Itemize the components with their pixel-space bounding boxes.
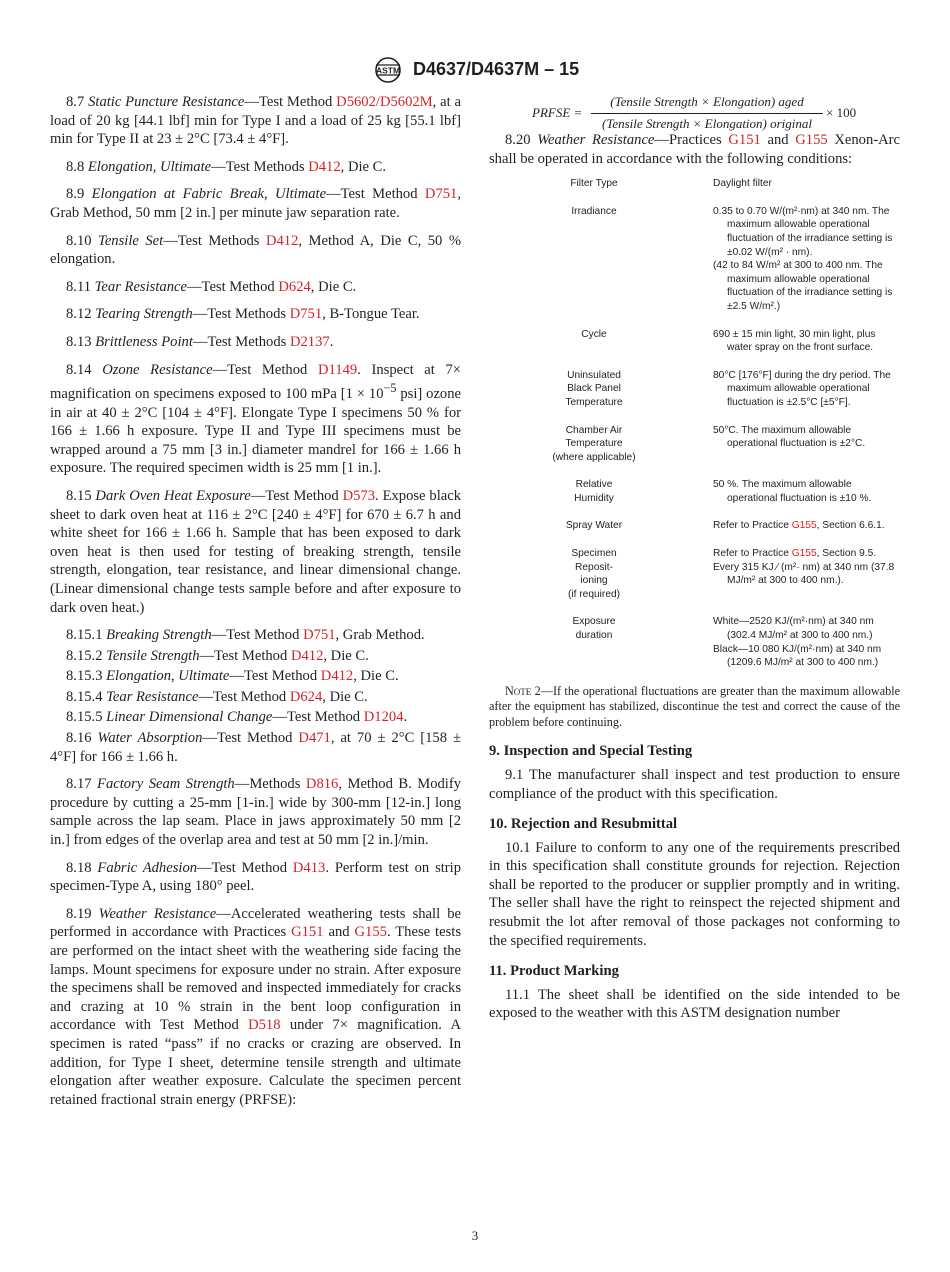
left-column: [50, 93, 461, 1118]
condition-line: 690 ± 15 min light, 30 min light, plus water spray on the front surface.: [713, 328, 876, 354]
superscript: −5: [383, 381, 397, 396]
condition-value: [699, 177, 900, 205]
conditions-row: [489, 519, 900, 547]
italic-term: Elongation at Fabric Break, Ultimate: [91, 186, 327, 203]
note-label: Note 2: [505, 683, 541, 698]
section-heading: 10. Rejection and Resubmittal: [489, 816, 678, 833]
formula-lhs: PRFSE =: [532, 105, 583, 120]
italic-term: Tearing Strength: [95, 306, 193, 323]
condition-name: Exposure duration: [572, 616, 616, 642]
condition-line: Every 315 KJ ⁄ (m²· nm) at 340 nm (37.8 MJ/m² at 300 to 400 nm.).: [713, 561, 895, 587]
standard-reference-link[interactable]: D624: [278, 278, 311, 295]
condition-name: Filter Type: [570, 178, 618, 190]
designation-title: D4637/D4637M – 15: [413, 59, 580, 79]
italic-term: Elongation, Ultimate: [106, 668, 230, 685]
section-heading: 9. Inspection and Special Testing: [489, 743, 693, 760]
conditions-row: [489, 547, 900, 615]
condition-line: 50°C. The maximum allowable operational fluctuation is ±2°C.: [713, 424, 866, 450]
sections: [489, 742, 900, 1023]
condition-name: Spray Water: [565, 520, 623, 532]
italic-term: Fabric Adhesion: [97, 859, 198, 876]
condition-line: (42 to 84 W/m² at 300 to 400 nm. The maximum allowable operational fluctuation of the irradiance setting is ±2.5 W/m².): [713, 260, 893, 312]
note-2: [489, 684, 900, 731]
page-header: [0, 57, 950, 83]
conditions-row: [489, 478, 900, 519]
formula-multiplier: × 100: [826, 105, 857, 120]
paragraph-8-9: 8.9 Elongation at Fabric Break, Ultimate—Test Method D751, Grab Method, 50 mm [2 in.] per minute jaw separation rate.: [50, 186, 461, 221]
paragraph-8-17: 8.17 Factory Seam Strength—Methods D816, Method B. Modify procedure by cutting a 25-mm [1-in.] wide by 300-mm [12-in.] long sample across the lap seam. Place in jaws approximately 50 mm [2 in.] from edges of the overlap area and test at 50 mm [2 in.]/min.: [50, 776, 462, 849]
standard-reference-link[interactable]: D1204: [363, 709, 404, 726]
condition-name: Cycle: [581, 328, 607, 340]
standard-reference-link[interactable]: D751: [303, 627, 336, 644]
condition-line: Black—10 080 KJ/(m²·nm) at 340 nm (1209.6 MJ/m² at 300 to 400 nm.): [713, 643, 882, 669]
standard-reference-link[interactable]: D624: [289, 688, 323, 705]
condition-line: Refer to Practice G155, Section 9.5.: [713, 548, 877, 560]
standard-reference-link[interactable]: G155: [795, 132, 828, 148]
italic-term: Tear Resistance: [106, 688, 199, 705]
paragraph-8-14: 8.14 Ozone Resistance—Test Method D1149. Inspect at 7× magnification on specimens exposed to 100 mPa [$1 \times 10^{-5}$ psi] ozone in air at 40 ± 2°C [104 ± 4°F]. Elongate Type I specimens 50 % for 166 ± 1.66 h exposure. Type II and Type III specimens must be wrapped around a 75 mm [3 in.] diameter mandrel for 166 ± 1.66 h exposure. The required specimen width is 25 mm [1 in.].: [50, 361, 461, 477]
standard-reference-link[interactable]: D5602/D5602M: [336, 94, 433, 110]
condition-name: Chamber Air Temperature (where applicable): [552, 424, 636, 463]
paragraph-8-8: 8.8 Elongation, Ultimate—Test Methods D412, Die C.: [66, 158, 387, 175]
standard-reference-link[interactable]: D816: [305, 776, 339, 793]
italic-term: Ozone Resistance: [102, 361, 213, 378]
conditions-table: [489, 177, 900, 684]
italic-term: Static Puncture Resistance: [88, 94, 245, 110]
paragraph-8-10: 8.10 Tensile Set—Test Methods D412, Method A, Die C, 50 % elongation.: [50, 232, 462, 268]
standard-reference-link[interactable]: G155: [791, 548, 817, 560]
standard-reference-link[interactable]: D412: [265, 232, 299, 249]
astm-logo-icon: [371, 57, 405, 83]
condition-line: 80°C [176°F] during the dry period. The maximum allowable operational fluctuation is ±2.5°C [±5°F].: [713, 369, 891, 408]
condition-line: 50 %. The maximum allowable operational fluctuation is ±10 %.: [713, 479, 872, 504]
conditions-row: [489, 424, 900, 479]
section-heading: 11. Product Marking: [489, 963, 619, 980]
condition-name: Irradiance: [571, 205, 617, 217]
italic-term: Water Absorption: [97, 730, 203, 747]
formula-fraction: [591, 93, 823, 133]
paragraph-8-7: 8.7 Static Puncture Resistance—Test Method D5602/D5602M, at a load of 20 kg [44.1 lbf] min for Type I and a load of 25 kg [55.1 lbf] min for Type II at 23 ± 2°C [73.4 ± 4°F].: [50, 94, 461, 148]
paragraph-8-15: 8.15 Dark Oven Heat Exposure—Test Method D573. Expose black sheet to dark oven heat at 116 ± 2°C [240 ± 4°F] for 670 ± 6.7 h and white sheet for 166 ± 1.66 h. Sample that has been exposed to dark oven heat is then used for testing of breaking strength, tensile strength, elongation, tear resistance, and linear dimensional change. (Linear dimensional change tests sample before and after exposure to dark oven heat.): [50, 487, 461, 616]
italic-term: Weather Resistance: [98, 905, 217, 922]
italic-term: Dark Oven Heat Exposure: [95, 487, 251, 504]
standard-reference-link[interactable]: D412: [290, 647, 324, 664]
standard-reference-link[interactable]: D471: [298, 730, 331, 747]
standard-reference-link[interactable]: G151: [728, 132, 761, 148]
paragraph-8-20: 8.20 Weather Resistance—Practices G151 and G155 Xenon-Arc shall be operated in accordance with the following conditions:: [489, 132, 900, 167]
condition-name: Relative Humidity: [574, 479, 614, 504]
paragraph-8-19: 8.19 Weather Resistance—Accelerated weathering tests shall be performed in accordance with Practices G151 and G155. These tests are performed on the intact sheet with the weathering side facing the lamps. Mount specimens for exposure under no strain. After exposure the specimens shall be removed and inspected immediately for cracks and crazing at 10 % strain in the bent loop configuration in accordance with Test Method D518 under 7× magnification. A specimen is rated “pass” if no cracks or crazing are observed. In addition, for Type I sheet, determine tensile strength and ultimate elongation after weather exposure. Calculate the specimen percent retained fractional strain energy (PRFSE):: [50, 905, 462, 1108]
condition-value: [699, 369, 900, 424]
section-paragraph: 10.1 Failure to conform to any one of the requirements prescribed in this specification shall constitute grounds for rejection. Rejection shall be reported to the producer or supplier promptly and in writing. The seller shall have the right to reinspect the rejected shipment and resubmit the lot after removal of those packages not conforming to the specified requirements.: [489, 839, 900, 949]
italic-term: Factory Seam Strength: [97, 776, 235, 793]
condition-value: [699, 615, 900, 683]
paragraph-8-15-1: 8.15.1 Breaking Strength—Test Method D751, Grab Method.: [66, 627, 425, 644]
paragraph-8-13: 8.13 Brittleness Point—Test Methods D2137.: [66, 333, 334, 350]
conditions-row: [489, 177, 900, 205]
condition-value: [699, 328, 900, 369]
italic-term: Tear Resistance: [94, 278, 187, 295]
condition-value: [699, 424, 900, 479]
paragraph-8-16: 8.16 Water Absorption—Test Method D471, at 70 ± 2°C [158 ± 4°F] for 166 ± 1.66 h.: [50, 730, 461, 765]
standard-reference-link[interactable]: D1149: [317, 361, 358, 378]
italic-term: Linear Dimensional Change: [106, 709, 273, 726]
section-paragraph: 11.1 The sheet shall be identified on the side intended to be exposed to the weather with this ASTM designation number: [489, 986, 900, 1022]
condition-value: [699, 205, 900, 328]
standard-reference-link[interactable]: D412: [320, 668, 354, 685]
standard-reference-link[interactable]: G155: [791, 520, 817, 532]
standard-reference-link[interactable]: D751: [289, 306, 323, 323]
conditions-row: [489, 205, 900, 328]
paragraph-8-18: 8.18 Fabric Adhesion—Test Method D413. Perform test on strip specimen-Type A, using 180° peel.: [50, 859, 462, 895]
condition-value: [699, 547, 900, 615]
section-paragraph: 9.1 The manufacturer shall inspect and test production to ensure compliance of the product with this specification.: [489, 766, 900, 802]
conditions-row: [489, 369, 900, 424]
italic-term: Weather Resistance: [537, 132, 655, 148]
note-text: —If the operational fluctuations are greater than the maximum allowable after the equipment has stabilized, discontinue the test and correct the cause of the problem before continuing.: [489, 683, 900, 729]
paragraph-8-15-5: 8.15.5 Linear Dimensional Change—Test Method D1204.: [66, 709, 408, 726]
standard-reference-link[interactable]: D413: [292, 859, 326, 876]
right-column: [489, 93, 900, 1023]
formula-numerator: (Tensile Strength × Elongation) aged: [591, 93, 823, 114]
standard-reference-link[interactable]: D412: [308, 158, 341, 175]
standard-reference-link[interactable]: G151: [291, 924, 324, 941]
italic-term: Tensile Set: [98, 232, 164, 249]
italic-term: Elongation, Ultimate: [87, 158, 212, 175]
standard-reference-link[interactable]: D2137: [289, 333, 330, 350]
conditions-row: [489, 328, 900, 369]
svg-text:ASTM: ASTM: [375, 65, 401, 76]
standard-reference-link[interactable]: D573: [342, 487, 376, 504]
standard-reference-link[interactable]: D751: [424, 186, 458, 203]
paragraph-8-15-4: 8.15.4 Tear Resistance—Test Method D624, Die C.: [66, 688, 368, 705]
page-number: 3: [471, 1228, 479, 1243]
condition-line: White—2520 KJ/(m²·nm) at 340 nm (302.4 MJ/m² at 300 to 400 nm.): [713, 616, 874, 642]
condition-line: Refer to Practice G155, Section 6.6.1.: [713, 520, 885, 532]
condition-name: Specimen Reposit- ioning (if required): [567, 548, 621, 600]
italic-term: Tensile Strength: [106, 647, 200, 664]
paragraph-8-15-3: 8.15.3 Elongation, Ultimate—Test Method D412, Die C.: [66, 668, 399, 685]
italic-term: Breaking Strength: [106, 627, 212, 644]
formula-denominator: (Tensile Strength × Elongation) original: [601, 115, 813, 131]
condition-line: 0.35 to 0.70 W/(m²·nm) at 340 nm. The maximum allowable operational fluctuation of the irradiance setting is ±0.02 W/(m² · nm).: [713, 205, 893, 258]
condition-name: Uninsulated Black Panel Temperature: [565, 369, 623, 408]
italic-term: Brittleness Point: [95, 333, 193, 350]
conditions-row: [489, 615, 900, 683]
condition-value: [699, 478, 900, 519]
condition-value: [699, 519, 900, 547]
paragraph-8-15-2: 8.15.2 Tensile Strength—Test Method D412, Die C.: [66, 647, 369, 664]
condition-line: Daylight filter: [713, 178, 772, 190]
standard-reference-link[interactable]: G155: [354, 924, 387, 941]
prfse-formula: [489, 93, 900, 131]
paragraph-8-11: 8.11 Tear Resistance—Test Method D624, Die C.: [66, 278, 357, 295]
paragraph-8-12: 8.12 Tearing Strength—Test Methods D751, B-Tongue Tear.: [66, 306, 420, 323]
standard-reference-link[interactable]: D518: [248, 1017, 281, 1034]
